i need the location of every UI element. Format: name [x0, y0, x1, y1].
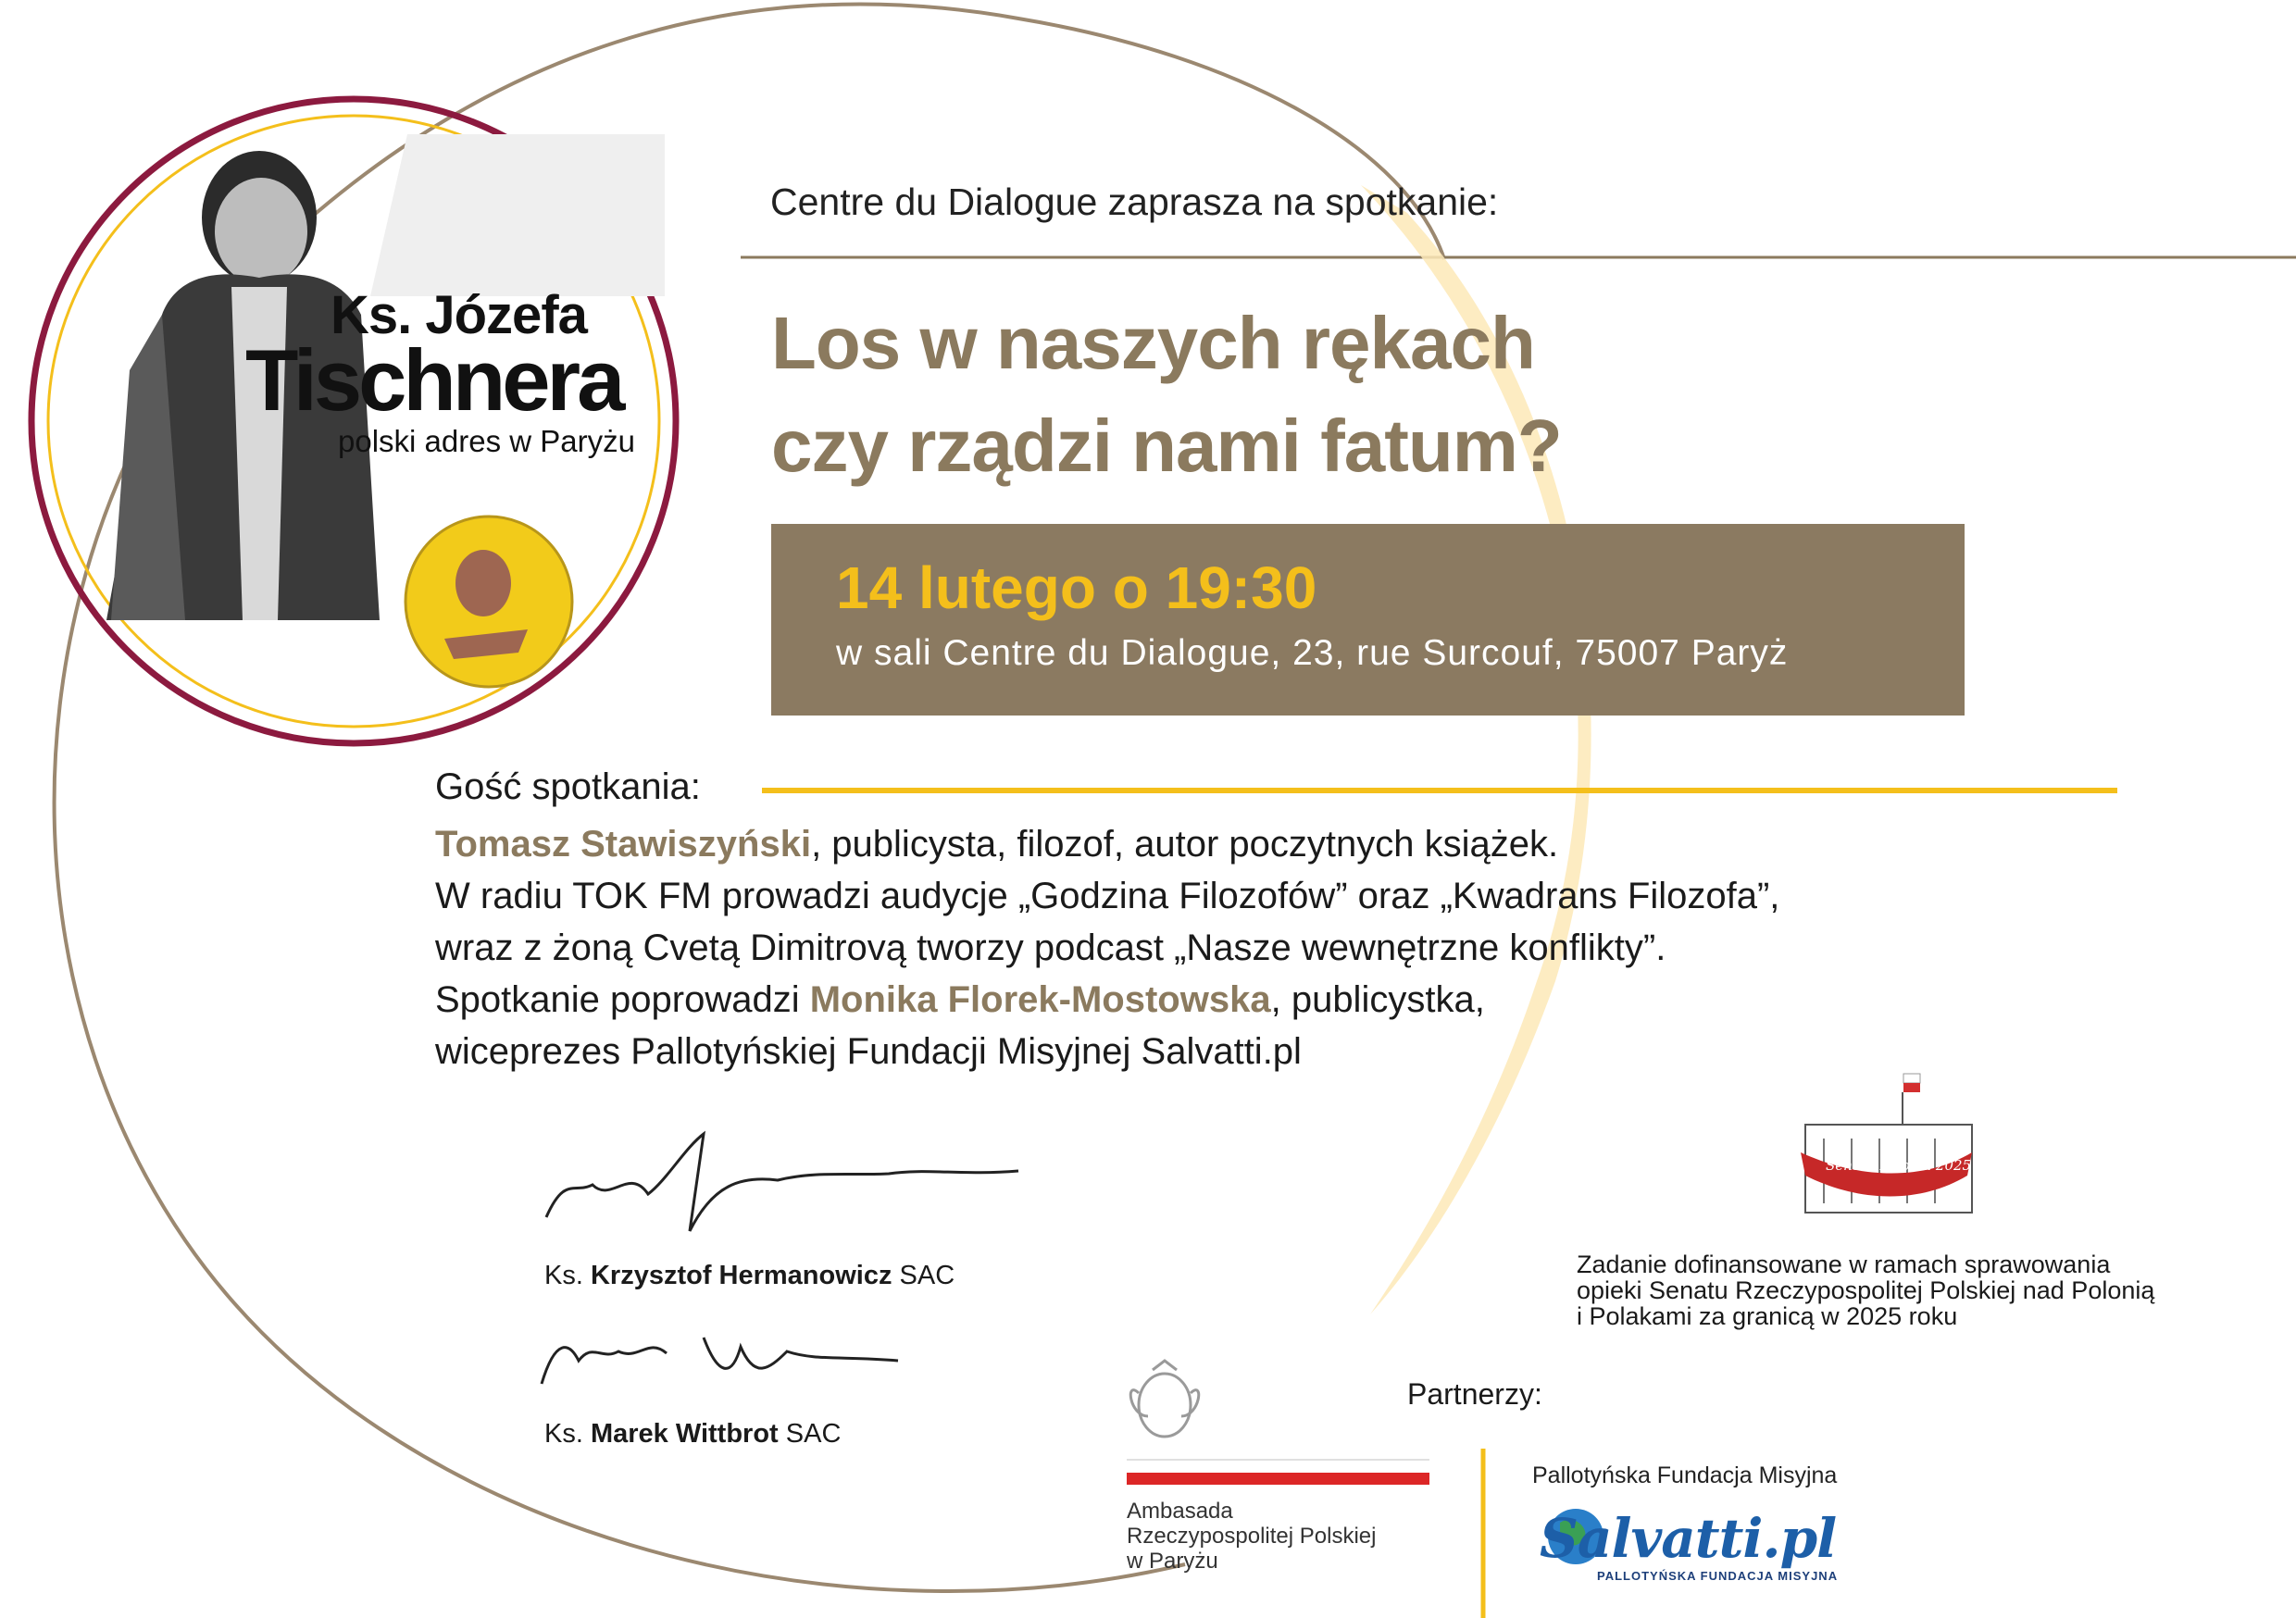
guest-heading: Gość spotkania: — [435, 766, 701, 807]
title-line-1: Los w naszych rękach — [771, 302, 1535, 384]
title-line-2: czy rządzi nami fatum? — [771, 404, 1562, 487]
salvatti-logo: Salvatti.pl — [1540, 1507, 1837, 1570]
sig1-name: Krzysztof Hermanowicz — [590, 1261, 892, 1290]
host-prefix: Spotkanie poprowadzi — [435, 979, 810, 1020]
guest-description — [435, 818, 2009, 1077]
salvatti-subtitle: PALLOTYŃSKA FUNDACJA MISYJNA — [1597, 1569, 1839, 1583]
embassy-line-3: w Paryżu — [1127, 1549, 1218, 1574]
signature-name-1 — [544, 1261, 955, 1291]
logo-backdrop — [370, 134, 665, 296]
senat-logo — [1801, 1074, 1972, 1213]
senat-note-line-3: i Polakami za granicą w 2025 roku — [1577, 1302, 1958, 1330]
embassy-bar-white — [1127, 1459, 1429, 1461]
host-rest: , publicystka, — [1270, 979, 1485, 1020]
senat-note-line-2: opieki Senatu Rzeczypospolitej Polskiej nad Polonią — [1577, 1276, 2155, 1304]
logo-subtitle: polski adres w Paryżu — [338, 424, 635, 458]
guest-line-2: W radiu TOK FM prowadzi audycje „Godzina Filozofów” oraz „Kwadrans Filozofa”, — [435, 876, 1780, 916]
logo-tischnera: Tischnera — [245, 331, 622, 429]
host-line-2: wiceprezes Pallotyńskiej Fundacji Misyjnej Salvatti.pl — [435, 1031, 1302, 1072]
event-title — [771, 292, 1562, 497]
logo-ks-jozefa: Ks. Józefa — [331, 285, 587, 345]
guest-line-1 — [435, 818, 2009, 870]
sig2-suffix: SAC — [778, 1419, 842, 1449]
sig2-name: Marek Wittbrot — [590, 1419, 779, 1449]
sig1-prefix: Ks. — [544, 1261, 591, 1290]
embassy-line-2: Rzeczypospolitej Polskiej — [1127, 1524, 1377, 1549]
event-info-box — [771, 524, 1965, 716]
guest-line-3: wraz z żoną Cvetą Dimitrovą tworzy podcast „Nasze wewnętrzne konflikty”. — [435, 927, 1666, 968]
intro-text: Centre du Dialogue zaprasza na spotkanie: — [770, 180, 1499, 223]
embassy-name — [1127, 1499, 1376, 1574]
signature-wittbrot — [542, 1338, 898, 1384]
partners-label: Partnerzy: — [1407, 1377, 1542, 1411]
senat-note-line-1: Zadanie dofinansowane w ramach sprawowania — [1577, 1251, 2111, 1278]
medal-icon — [406, 517, 572, 687]
event-date: 14 lutego o 19:30 — [836, 554, 1317, 621]
embassy-bar-red — [1127, 1473, 1429, 1485]
senat-banner-text: Senat - Polonia 2025 — [1826, 1157, 1972, 1174]
host-line — [435, 974, 2009, 1026]
signature-name-2 — [544, 1419, 841, 1450]
sig2-prefix: Ks. — [544, 1419, 591, 1449]
event-place: w sali Centre du Dialogue, 23, rue Surcouf, 75007 Paryż — [836, 633, 1789, 673]
guest-name: Tomasz Stawiszyński — [435, 824, 812, 865]
guest-line-1-rest: , publicysta, filozof, autor poczytnych książek. — [811, 824, 1559, 865]
host-name: Monika Florek-Mostowska — [809, 979, 1271, 1020]
senat-funding-note — [1577, 1251, 2280, 1329]
embassy-line-1: Ambasada — [1127, 1499, 1233, 1524]
polish-eagle-icon — [1130, 1361, 1198, 1437]
signature-hermanowicz — [546, 1134, 1018, 1231]
pallottine-foundation-label: Pallotyńska Fundacja Misyjna — [1532, 1462, 1838, 1488]
sig1-suffix: SAC — [892, 1261, 955, 1290]
